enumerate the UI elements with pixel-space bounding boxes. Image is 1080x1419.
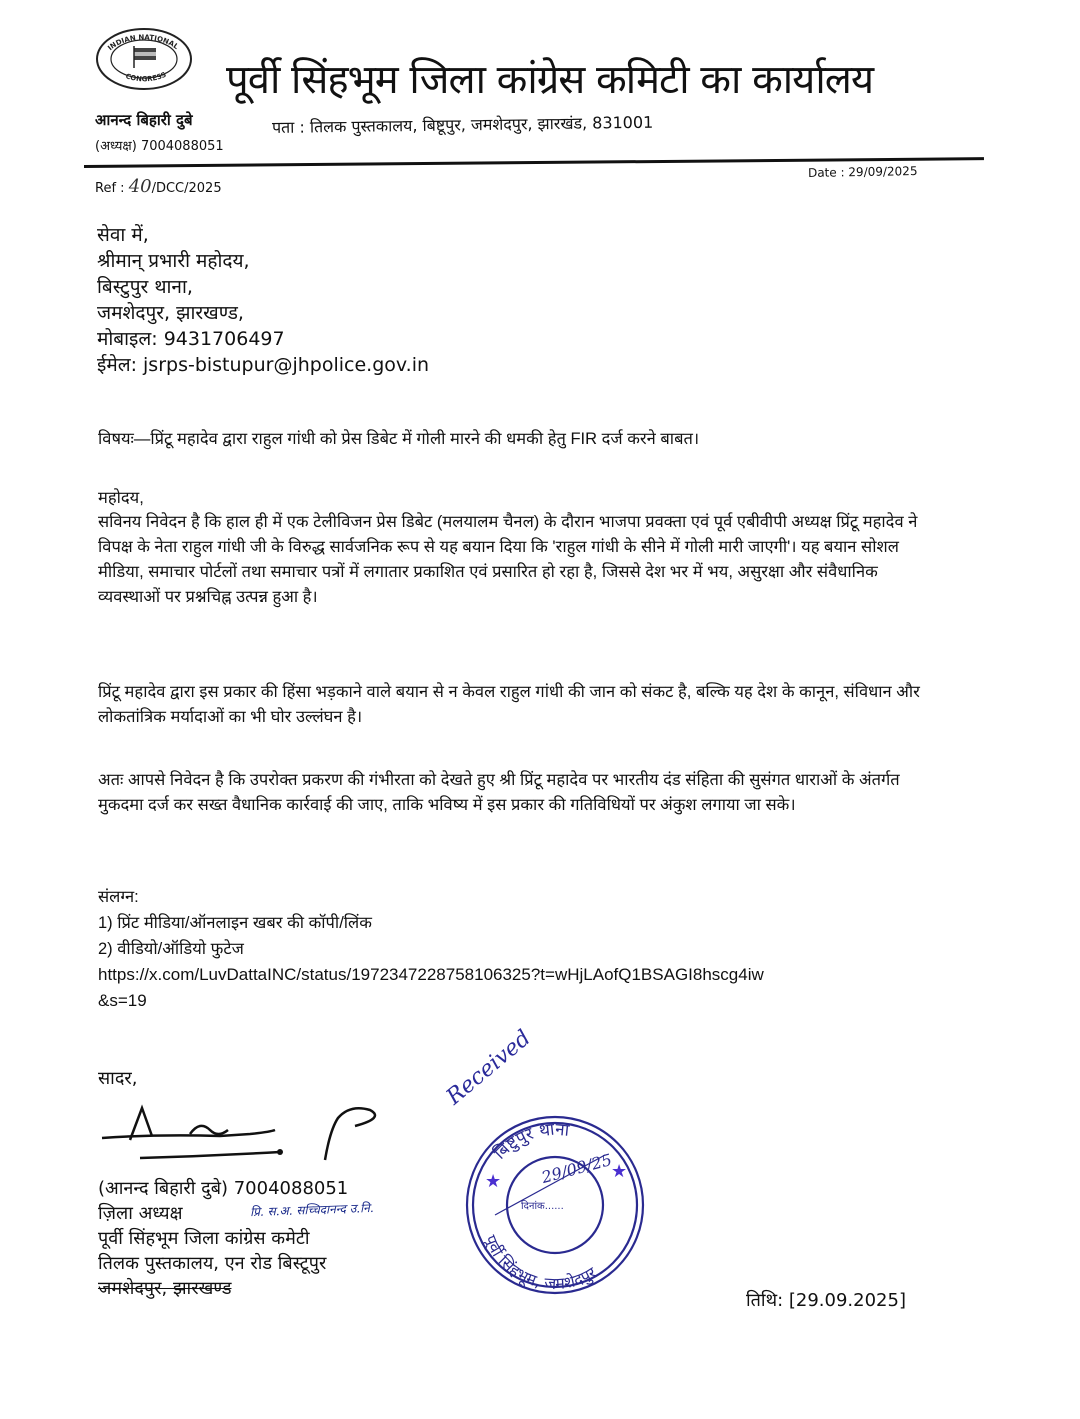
recipient-line: सेवा में,: [97, 224, 149, 246]
handwritten-note: प्रि. स.अ. सच्चिदानन्द उ.नि.: [249, 1200, 374, 1220]
closing-sadar: सादर,: [98, 1068, 138, 1089]
recipient-line: जमशेदपुर, झारखण्ड,: [97, 302, 244, 324]
enclosure-url[interactable]: https://x.com/LuvDattaINC/status/1972347228758106325?t=wHjLAofQ1BSAGI8hscg4iw: [98, 965, 764, 984]
police-station-stamp: [455, 1105, 655, 1305]
letterhead-title: पूर्वी सिंहभूम जिला कांग्रेस कमिटी का कार्यालय: [226, 57, 874, 103]
stamp-inner-label: दिनांक......: [521, 1201, 564, 1212]
president-name: आनन्द बिहारी दुबे: [95, 111, 193, 129]
enclosures-heading: संलग्न:: [98, 888, 139, 906]
ref-handwritten-number: 40: [128, 176, 152, 197]
recipient-mobile: मोबाइल: 9431706497: [97, 328, 285, 350]
subject-line: विषयः—प्रिंटू महादेव द्वारा राहुल गांधी को प्रेस डिबेट में गोली मारने की धमकी हेतु FIR दर्ज करने बाबत।: [98, 430, 700, 448]
logo-text-bottom: CONGRESS: [124, 70, 168, 84]
stamp-top-text: बिष्टुपुर थाना: [490, 1119, 571, 1164]
signature-date: तिथि: [29.09.2025]: [746, 1290, 906, 1311]
office-address: पता : तिलक पुस्तकालय, बिष्टूपुर, जमशेदपुर, झारखंड, 831001: [271, 112, 654, 137]
signer-city: जमशेदपुर, झारखण्ड: [98, 1278, 232, 1299]
president-phone: (अध्यक्ष) 7004088051: [95, 139, 224, 154]
signer-designation: ज़िला अध्यक्ष: [98, 1203, 183, 1224]
reference-number: [95, 176, 222, 197]
letter-date: Date : 29/09/2025: [807, 164, 918, 180]
ref-prefix: Ref :: [95, 181, 125, 196]
signature: [100, 1100, 380, 1170]
enclosure-item: 2) वीडियो/ऑडियो फुटेज: [98, 940, 244, 958]
recipient-email: ईमेल: jsrps-bistupur@jhpolice.gov.in: [97, 354, 430, 376]
signer-org: पूर्वी सिंहभूम जिला कांग्रेस कमेटी: [98, 1228, 310, 1249]
stamp-date: 29/09/25: [539, 1150, 614, 1187]
ref-suffix: /DCC/2025: [151, 181, 222, 196]
svg-text:★: ★: [485, 1171, 502, 1192]
svg-text:CONGRESS: [124, 71, 167, 84]
signer-block: [98, 1176, 348, 1301]
enclosure-item: 1) प्रिंट मीडिया/ऑनलाइन खबर की कॉपी/लिंक: [98, 914, 372, 932]
enclosure-url-continued[interactable]: &s=19: [98, 991, 147, 1010]
signer-name-phone: (आनन्द बिहारी दुबे) 7004088051: [98, 1178, 349, 1199]
recipient-line: श्रीमान् प्रभारी महोदय,: [97, 250, 250, 272]
svg-text:★: ★: [611, 1161, 628, 1182]
body-paragraph: प्रिंटू महादेव द्वारा इस प्रकार की हिंसा भड़काने वाले बयान से न केवल राहुल गांधी की जान को संकट है, बल्कि यह देश के कानून, संविधान और लोकतांत्रिक मर्यादाओं का भी घोर उल्लंघन है।: [98, 683, 920, 726]
body-paragraph: सविनय निवेदन है कि हाल ही में एक टेलीविजन प्रेस डिबेट (मलयालम चैनल) के दौरान भाजपा प्रवक्ता एवं पूर्व एबीवीपी अध्यक्ष प्रिंटू महादेव ने विपक्ष के नेता राहुल गांधी जी के विरुद्ध सार्वजनिक रूप से यह बयान दिया कि 'राहुल गांधी के सीने में गोली मारी जाएगी'। यह बयान सोशल मीडिया, समाचार पोर्टलों तथा समाचार पत्रों में लगातार प्रकाशित एवं प्रसारित हो रहा है, जिससे देश भर में भय, असुरक्षा और संवैधानिक व्यवस्थाओं पर प्रश्नचिह्न उत्पन्न हुआ है।: [98, 513, 918, 606]
congress-logo: [94, 26, 194, 92]
svg-text:पूर्वी सिंहभूम, जमशेदपुर: [480, 1232, 600, 1293]
recipient-address: [97, 222, 429, 378]
body-paragraph: अतः आपसे निवेदन है कि उपरोक्त प्रकरण की गंभीरता को देखते हुए श्री प्रिंटू महादेव पर भारतीय दंड संहिता की सुसंगत धाराओं के अंतर्गत मुकदमा दर्ज कर सख्त वैधानिक कार्रवाई की जाए, ताकि भविष्य में इस प्रकार की गतिविधियों पर अंकुश लगाया जा सके।: [98, 771, 900, 814]
stamp-bottom-text: पूर्वी सिंहभूम, जमशेदपुर: [480, 1232, 600, 1294]
logo-text-top: INDIAN NATIONAL: [106, 33, 180, 53]
received-handwriting: Received: [441, 1025, 536, 1110]
enclosures: [98, 884, 764, 1014]
signer-address: तिलक पुस्तकालय, एन रोड बिस्टूपुर: [98, 1253, 327, 1274]
salutation: महोदय,: [98, 489, 144, 507]
recipient-line: बिस्टुपुर थाना,: [97, 276, 193, 298]
